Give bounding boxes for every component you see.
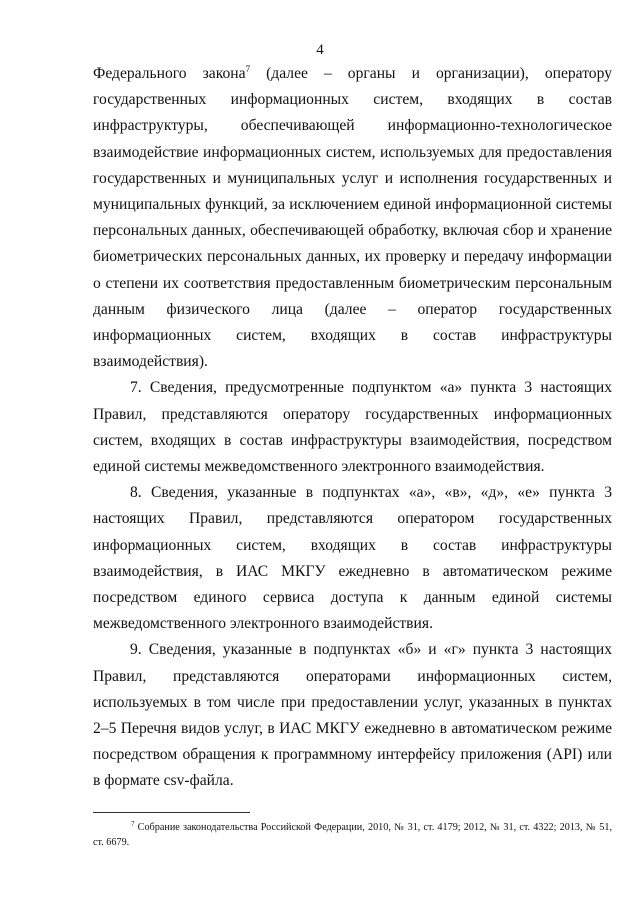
- document-body: [93, 61, 612, 795]
- paragraph-8: 8. Сведения, указанные в подпунктах «а», «в», «д», «е» пункта 3 настоящих Правил, представляются оператором государственных информационных систем, входящих в состав инфраструктуры взаимодействия, в ИАС МКГУ ежедневно в автоматическом режиме посредством единого сервиса доступа к данным единой системы межведомственного электронного взаимодействия.: [93, 484, 612, 633]
- footnote-reference: 7: [245, 64, 251, 74]
- paragraph-9: 9. Сведения, указанные в подпунктах «б» и «г» пункта 3 настоящих Правил, представляются операторами информационных систем, используемых в том числе при предоставлении услуг, указанных в пунктах 2–5 Перечня видов услуг, в ИАС МКГУ ежедневно в автоматическом режиме посредством обращения к программному интерфейсу приложения (API) или в формате csv-файла.: [93, 641, 612, 790]
- paragraph-continued: [93, 61, 612, 375]
- paragraph-text-rest: (далее – органы и организации), оператору государственных информационных систем, входящих в состав инфраструктуры, обеспечивающей информационно-технологическое взаимодействие информационных систем, используемых для предоставления государственных и муниципальных услуг и исполнения государственных и муниципальных функций, за исключением единой информационной системы персональных данных, обеспечивающей обработку, включая сбор и хранение биометрических персональных данных, их проверку и передачу информации о степени их соответствия предоставленным биометрическим персональным данным физического лица (далее – оператор государственных информационных систем, входящих в состав инфраструктуры взаимодействия).: [93, 65, 612, 371]
- page-number: 4: [316, 42, 324, 58]
- footnote-marker: 7: [131, 820, 135, 828]
- paragraph-text-start: Федерального закона: [93, 65, 246, 82]
- footnote-text: Собрание законодательства Российской Федерации, 2010, № 31, ст. 4179; 2012, № 31, ст. 4322; 2013, № 51, ст. 6679.: [93, 822, 612, 848]
- paragraph-7: 7. Сведения, предусмотренные подпунктом «а» пункта 3 настоящих Правил, представляются оператору государственных информационных систем, входящих в состав инфраструктуры взаимодействия, посредством единой системы межведомственного электронного взаимодействия.: [93, 379, 612, 476]
- footnote: [93, 820, 612, 850]
- footnote-separator: [93, 812, 250, 813]
